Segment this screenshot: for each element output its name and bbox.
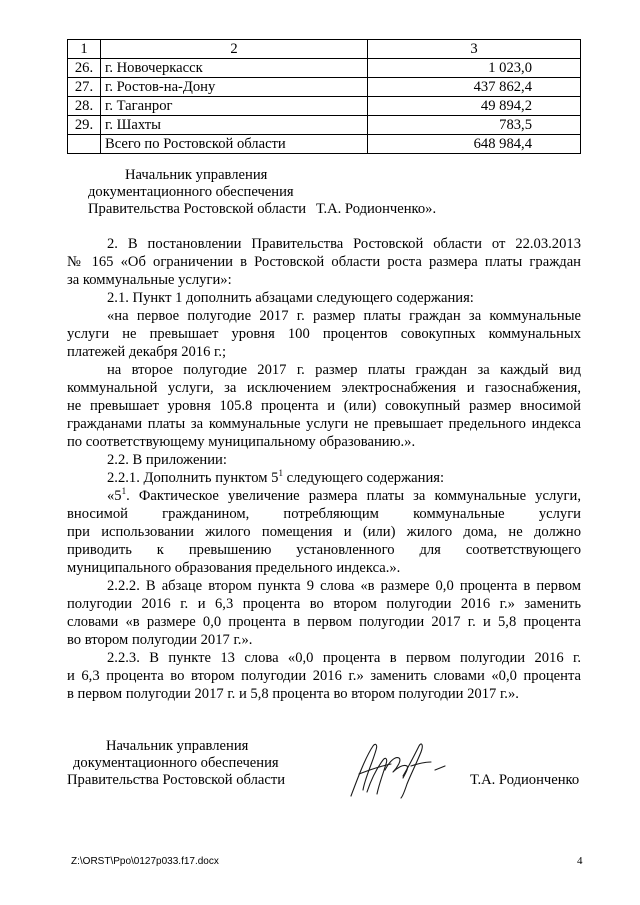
total-name: Всего по Ростовской области (101, 135, 368, 154)
table-header-cell: 3 (368, 40, 581, 59)
file-path: Z:\ORST\Ppo\0127p033.f17.docx (71, 856, 219, 867)
text-line: приводить к превышению установленного для соответствующего (67, 542, 581, 558)
row-name: г. Шахты (101, 116, 368, 135)
superscript: 1 (121, 486, 127, 497)
signatory-name: Т.А. Родионченко (470, 772, 580, 788)
amendment-text (67, 235, 581, 703)
text-line: за коммунальные услуги»: (67, 272, 232, 288)
row-name: г. Ростов-на-Дону (101, 78, 368, 97)
signatory-title-line: Начальник управления (106, 738, 249, 754)
paragraph (67, 577, 581, 649)
text-line: на второе полугодие 2017 г. размер платы граждан за каждый вид (107, 362, 581, 378)
text-line (67, 469, 581, 487)
text-line: при использовании жилого помещения и (или) жилого дома, не должно (67, 524, 581, 540)
text-line: муниципального образования предельного индекса.». (67, 560, 401, 576)
text-line: платежей декабря 2016 г.; (67, 344, 227, 360)
text-line: в первом полугодии 2017 г. и 5,8 процента во втором полугодии 2017 г.». (67, 686, 519, 702)
table-header-cell: 2 (101, 40, 368, 59)
text-line: во втором полугодии 2017 г.». (67, 632, 253, 648)
text-line: и 6,3 процента во втором полугодии 2016 г.» заменить словами «0,0 процента (67, 668, 581, 684)
text-line (67, 487, 581, 505)
paragraph (67, 307, 581, 361)
table-row (68, 78, 581, 97)
row-value: 437 862,4 (368, 78, 581, 97)
text-line: не превышает уровня 105.8 процента и (или) совокупный размер вносимой (67, 398, 581, 414)
signatory-title-line: Правительства Ростовской области (67, 772, 286, 788)
text-line: вносимой гражданином, потребляющим коммунальные услуги (67, 506, 581, 522)
text-line: коммунальной услуги, за исключением электроснабжения и газоснабжения, (67, 380, 581, 396)
signatory-title-line: документационного обеспечения (88, 184, 294, 200)
signatory-name: Т.А. Родионченко». (316, 201, 437, 217)
text-line: полугодии 2016 г. и 6,3 процента во втором полугодии 2016 г.» заменить (67, 596, 581, 612)
paragraph (67, 469, 581, 487)
row-value: 783,5 (368, 116, 581, 135)
table-header-cell: 1 (68, 40, 101, 59)
table-header-row (68, 40, 581, 59)
paragraph (67, 451, 581, 469)
text-fragment: следующего содержания: (282, 470, 445, 486)
text-line: 2.1. Пункт 1 дополнить абзацами следующего содержания: (107, 290, 474, 306)
text-fragment: 2.2.1. Дополнить пунктом 5 (107, 470, 279, 486)
paragraph (67, 289, 581, 307)
row-name: г. Таганрог (101, 97, 368, 116)
paragraph (67, 361, 581, 451)
table-row (68, 97, 581, 116)
handwritten-signature (345, 740, 455, 800)
paragraph (67, 487, 581, 577)
text-line: 2.2. В приложении: (107, 452, 227, 468)
text-line: по соответствующему муниципальному образованию.». (67, 434, 416, 450)
text-line: 2. В постановлении Правительства Ростовской области от 22.03.2013 (107, 236, 581, 252)
signatory-title-line: документационного обеспечения (73, 755, 279, 771)
paragraph (67, 649, 581, 703)
row-number-empty (68, 135, 101, 154)
text-fragment: . Фактическое увеличение размера платы за коммунальные услуги, (126, 488, 581, 504)
total-value: 648 984,4 (368, 135, 581, 154)
superscript: 1 (278, 468, 283, 479)
row-number: 26. (68, 59, 101, 78)
row-value: 49 894,2 (368, 97, 581, 116)
table-row (68, 116, 581, 135)
text-line: гражданами платы за коммунальные услуги не превышает предельного индекса (67, 416, 581, 432)
page-number: 4 (577, 855, 583, 867)
paragraph (67, 235, 581, 289)
text-line: 2.2.2. В абзаце втором пункта 9 слова «в размере 0,0 процента в первом (107, 578, 581, 594)
text-fragment: «5 (107, 488, 122, 504)
row-number: 29. (68, 116, 101, 135)
row-number: 28. (68, 97, 101, 116)
row-name: г. Новочеркасск (101, 59, 368, 78)
row-number: 27. (68, 78, 101, 97)
text-line: словами «в размере 0,0 процента в первом полугодии 2017 г. и 5,8 процента (67, 614, 581, 630)
signatory-title-line: Начальник управления (125, 167, 268, 183)
text-line: «на первое полугодие 2017 г. размер платы граждан за коммунальные (107, 308, 581, 324)
text-line: услуги не превышает уровня 100 процентов совокупных коммунальных (67, 326, 581, 342)
table-row (68, 59, 581, 78)
text-line: 2.2.3. В пункте 13 слова «0,0 процента в первом полугодии 2016 г. (107, 650, 581, 666)
table-total-row (68, 135, 581, 154)
summary-table (67, 39, 581, 154)
text-line: № 165 «Об ограничении в Ростовской области роста размера платы граждан (67, 254, 581, 270)
row-value: 1 023,0 (368, 59, 581, 78)
signatory-title-line: Правительства Ростовской области (88, 201, 307, 217)
